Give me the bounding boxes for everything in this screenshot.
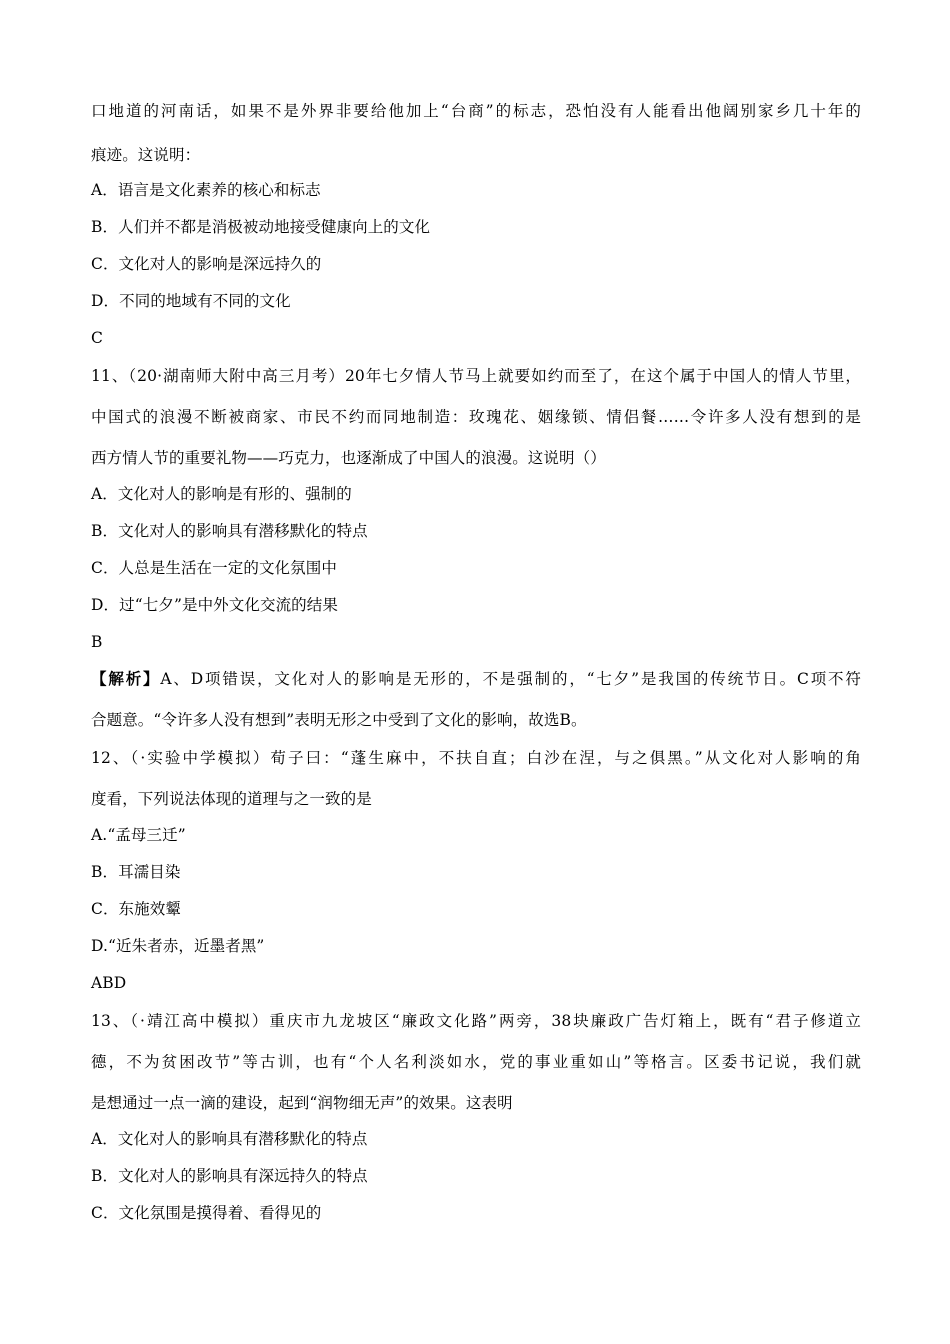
- q11-stem-line-1: 11、（20·湖南师大附中高三月考）20年七夕情人节马上就要如约而至了，在这个属于中国人的情人节里，: [91, 367, 861, 385]
- q10-option-c: C．文化对人的影响是深远持久的: [91, 255, 322, 273]
- q11-option-a: A．文化对人的影响是有形的、强制的: [91, 485, 352, 503]
- q11-analysis-line-2: 合题意。“令许多人没有想到”表明无形之中受到了文化的影响，故选B。: [91, 711, 587, 729]
- q12-answer: ABD: [91, 974, 127, 992]
- q13-stem-line-1: 13、（·靖江高中模拟）重庆市九龙坡区“廉政文化路”两旁，38块廉政广告灯箱上，既有“君子修道立: [91, 1012, 861, 1030]
- q10-option-a: A．语言是文化素养的核心和标志: [91, 181, 321, 199]
- q10-option-d: D．不同的地域有不同的文化: [91, 292, 291, 310]
- q10-answer: C: [91, 329, 103, 347]
- analysis-label: 【解析】: [91, 669, 161, 688]
- q12-stem-line-1: 12、（·实验中学模拟）荀子曰：“蓬生麻中，不扶自直；白沙在涅，与之俱黑。”从文化对人影响的角: [91, 749, 861, 767]
- q10-stem-line-1: 口地道的河南话，如果不是外界非要给他加上“台商”的标志，恐怕没有人能看出他阔别家乡几十年的: [91, 102, 861, 120]
- q11-option-b: B．文化对人的影响具有潜移默化的特点: [91, 522, 368, 540]
- q11-answer: B: [91, 633, 103, 651]
- q11-stem-line-2: 中国式的浪漫不断被商家、市民不约而同地制造：玫瑰花、姻缘锁、情侣餐……令许多人没有想到的是: [91, 408, 861, 426]
- q12-option-d: D.“近朱者赤，近墨者黑”: [91, 937, 265, 955]
- q11-analysis-text-1: A、D项错误，文化对人的影响是无形的，不是强制的，“七夕”是我国的传统节日。C项不符: [160, 670, 862, 688]
- q13-stem-line-3: 是想通过一点一滴的建设，起到“润物细无声”的效果。这表明: [91, 1094, 513, 1112]
- q10-stem-line-2: 痕迹。这说明：: [91, 146, 201, 164]
- q11-stem-line-3: 西方情人节的重要礼物——巧克力，也逐渐成了中国人的浪漫。这说明（）: [91, 449, 606, 467]
- q13-option-c: C．文化氛围是摸得着、看得见的: [91, 1204, 322, 1222]
- q12-option-a: A.“孟母三迁”: [91, 826, 186, 844]
- q11-analysis-line-1: [91, 669, 861, 689]
- q13-stem-line-2: 德，不为贫困改节”等古训，也有“个人名利淡如水，党的事业重如山”等格言。区委书记说，我们就: [91, 1053, 861, 1071]
- q11-option-c: C．人总是生活在一定的文化氛围中: [91, 559, 337, 577]
- q13-option-b: B．文化对人的影响具有深远持久的特点: [91, 1167, 368, 1185]
- q12-option-b: B．耳濡目染: [91, 863, 181, 881]
- q10-option-b: B．人们并不都是消极被动地接受健康向上的文化: [91, 218, 431, 236]
- q13-option-a: A．文化对人的影响具有潜移默化的特点: [91, 1130, 368, 1148]
- q12-option-c: C．东施效颦: [91, 900, 181, 918]
- q11-option-d: D．过“七夕”是中外文化交流的结果: [91, 596, 338, 614]
- q12-stem-line-2: 度看，下列说法体现的道理与之一致的是: [91, 790, 372, 808]
